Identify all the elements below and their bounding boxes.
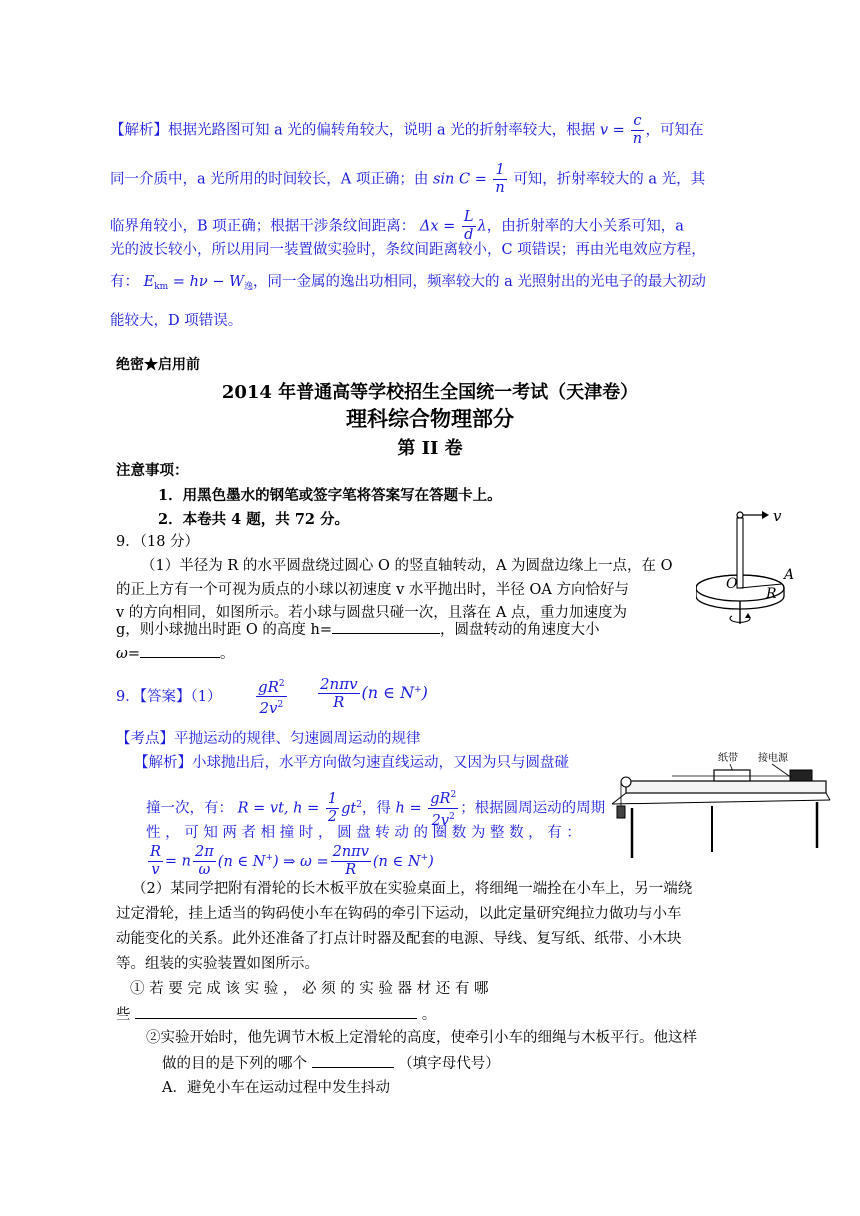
note-1: 1．用黑色墨水的钢笔或签字笔将答案写在答题卡上。 <box>158 487 502 504</box>
fraction-L-d: $\frac{L}{d}$ <box>463 209 474 243</box>
label-O: O <box>726 576 738 592</box>
fraction-1-n: $\frac{1}{n}$ <box>495 162 505 196</box>
answer-blank-h[interactable] <box>332 619 440 634</box>
section-title: 第 II 卷 <box>397 438 463 459</box>
track-figure <box>612 748 834 860</box>
answer-formula-2: $\frac{\text{2nπv}}{R}$ (n ∈ N+) <box>320 675 428 711</box>
fraction-c-n: $\frac{c}{n}$ <box>632 113 643 147</box>
note-2: 2．本卷共 4 题，共 72 分。 <box>158 511 350 528</box>
exam-subtitle: 理科综合物理部分 <box>346 406 514 431</box>
analysis-label: 【解析】 <box>110 122 168 139</box>
answer-blank-omega[interactable] <box>140 643 220 658</box>
formula-ekm: $E_{km} = h\nu - W_逸$ <box>143 274 254 292</box>
q9-answer: 9．【答案】（1） <box>116 689 222 705</box>
label-A: A <box>784 567 795 583</box>
answer-blank-purpose[interactable] <box>312 1053 394 1068</box>
option-a: A．避免小车在运动过程中发生抖动 <box>162 1080 390 1096</box>
formula-omega: $\frac{R}{v}$ = n $\frac{2\pi}{\omega}$ (n ∈ N+) ⇒ ω = $\frac{\text{2nπv}}{R}$ (n ∈ N+) <box>150 844 434 878</box>
formula-v-c-n: v = <box>599 122 625 139</box>
formula-sinC: sin C = <box>432 171 487 188</box>
q9-point: 【考点】平抛运动的规律、匀速圆周运动的规律 <box>116 731 421 747</box>
exam-title: 2014 年普通高等学校招生全国统一考试（天津卷） <box>221 382 639 403</box>
label-power: 接电源 <box>758 753 788 764</box>
formula-h: h = <box>395 800 422 817</box>
q9-head: 9．（18 分） <box>116 534 200 550</box>
answer-formula-1: $\frac{gR^2}{2v^2}$ <box>258 678 285 717</box>
disk-figure <box>696 506 828 626</box>
answer-blank-equipment[interactable] <box>135 1004 417 1019</box>
label-paper-tape: 纸带 <box>718 753 738 764</box>
formula-R-vt: R = vt, h = <box>237 800 320 817</box>
formula-delta-x: Δx = <box>419 218 456 235</box>
fraction-half: $\frac{1}{2}$ <box>327 791 338 825</box>
page: 【解析】根据光路图可知 a 光的偏转角较大，说明 a 光的折射率较大，根据 v = $\frac{c}{n}$ ，可知在 同一介质中，a 光所用的时间较长，A 项正确；由 sin C = $\frac{1}{n}$ 可知，折射率较大的 a 光，其 临界角较小，B 项正确；根据干涉条纹间距离： Δx = $\frac{L}{d}$ λ，由折射率的大小关系可知，a 光的波长较小，所以用同一装置做实验时，条纹间距离较小，C 项错误；再由光电效应方程， 有： $E_{km} = h\nu - W_逸$，同一金属的逸出功相同，频率较大的 a 光照射出的光电子的最大初动 能较大，D 项错误。 绝密★启用前 2014 年普通高等学校招生全国统一考试（天津卷） 理科综合物理部分 第 II 卷 注意事项： 1．用黑色墨水的钢笔或签字笔将答案写在答题卡上。 2．本卷共 4 题，共 72 分。 9．（18 分） （1）半径为 R 的水平圆盘绕过圆心 O 的竖直轴转动，A 为圆盘边缘上一点，在 O 的正上方有一个可视为质点的小球以初速度 v 水平抛出时，半径 OA 方向恰好与 v 的方向相同，如图所示。若小球与圆盘只碰一次，且落在 A 点，重力加速度为 g，则小球抛出时距 O 的高度 h= ，圆盘转动的角速度大小 ω= 。 v O A R 9．【答案】（1） $\frac{gR^2}{2v^2}$ $\frac{\text{2nπv}}{R}$ (n ∈ N+) 【考点】平抛运动的规律、匀速圆周运动的规律 【解析】小球抛出后，水平方向做匀速直线运动，又因为只与圆盘碰 撞一次，有： R = vt, h = $\frac{1}{2}$ $gt^2$，得 h = $\frac{gR^2}{2v^2}$ ；根据圆周运动的周期 性 ， 可 知 两 者 相 撞 时 ， 圆 盘 转 动 的 圈 数 为 整 数 ， 有 ： $\frac{R}{v}$ = n $\frac{2\pi}{\omega}$ (n ∈ N+) ⇒ ω = $\frac{\text{2nπv}}{R}$ (n ∈ N+) 纸带 接电源 （2）某同学把附有滑轮的长木板平放在实验桌面上，将细绳一端拴在小车上，另一端绕 过定滑轮，挂上适当的钩码使小车在钩码的牵引下运动，以此定量研究绳拉力做功与小车 动能变化的关系。此外还准备了打点计时器及配套的电源、导线、复写纸、纸带、小木块 等。组装的实验装置如图所示。 ① 若 要 完 成 该 实 验 ， 必 须 的 实 验 器 材 还 有 哪 些 。 ②实验开始时，他先调节木板上定滑轮的高度，使牵引小车的细绳与木板平行。他这样 做的目的是下列的哪个 （填字母代号） A．避免小车在运动过程中发生抖动 <box>0 0 860 1216</box>
secret-label: 绝密★启用前 <box>116 357 200 373</box>
q9-analysis: 【解析】小球抛出后，水平方向做匀速直线运动，又因为只与圆盘碰 <box>134 755 569 771</box>
label-R: R <box>766 586 777 602</box>
label-v: v <box>773 507 782 525</box>
notes-title: 注意事项： <box>116 462 189 479</box>
